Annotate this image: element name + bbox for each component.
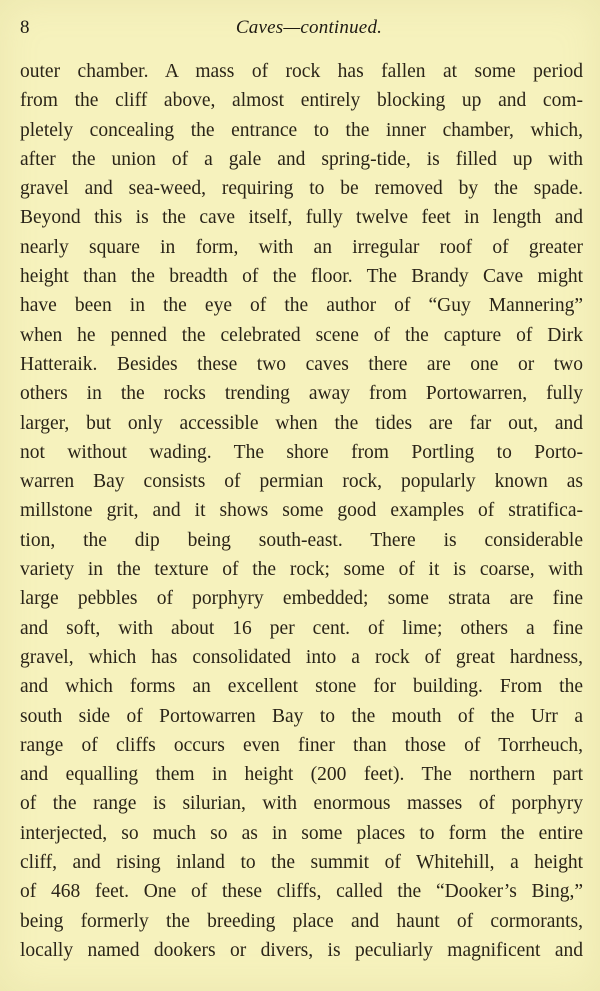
text-line: of 468 feet. One of these cliffs, called the “Dooker’s Bing,” xyxy=(20,881,583,903)
text-line: Hatteraik. Besides these two caves there are one or two xyxy=(20,353,583,375)
text-line: outer chamber. A mass of rock has fallen at some period xyxy=(20,61,583,82)
text-line: height than the breadth of the floor. The Brandy Cave might xyxy=(20,266,583,288)
running-head: Caves—continued. xyxy=(235,17,383,38)
text-line: gravel and sea-weed, requiring to be removed by the spade. xyxy=(20,178,583,200)
text-line: warren Bay consists of permian rock, popularly known as xyxy=(20,471,583,493)
text-line: millstone grit, and it shows some good examples of stratifica- xyxy=(20,500,583,522)
text-line: gravel, which has consolidated into a rock of great hardness, xyxy=(20,646,583,668)
body-text xyxy=(20,57,583,965)
text-line: and equalling them in height (200 feet). The northern part xyxy=(20,764,583,786)
page-header xyxy=(0,14,600,44)
text-line: range of cliffs occurs even finer than those of Torrheuch, xyxy=(20,734,583,756)
text-line: and soft, with about 16 per cent. of lime; others a fine xyxy=(20,617,583,639)
text-line: tion, the dip being south-east. There is considerable xyxy=(20,529,583,551)
text-line: larger, but only accessible when the tides are far out, and xyxy=(20,412,583,434)
text-line: south side of Portowarren Bay to the mouth of the Urr a xyxy=(20,705,583,727)
text-line: not without wading. The shore from Portling to Porto- xyxy=(20,441,583,463)
text-line: others in the rocks trending away from Portowarren, fully xyxy=(20,383,583,405)
text-line: when he penned the celebrated scene of the capture of Dirk xyxy=(20,324,583,346)
text-line: nearly square in form, with an irregular roof of greater xyxy=(20,236,583,258)
text-line: variety in the texture of the rock; some of it is coarse, with xyxy=(20,559,583,581)
text-line: being formerly the breeding place and haunt of cormorants, xyxy=(20,910,583,932)
text-line: pletely concealing the entrance to the inner chamber, which, xyxy=(20,119,583,141)
text-line: of the range is silurian, with enormous masses of porphyry xyxy=(20,793,583,815)
text-line: cliff, and rising inland to the summit of Whitehill, a height xyxy=(20,852,583,874)
text-line: locally named dookers or divers, is peculiarly magnificent and xyxy=(20,939,583,961)
text-line: have been in the eye of the author of “Guy Mannering” xyxy=(20,295,583,317)
text-line: from the cliff above, almost entirely blocking up and com- xyxy=(20,90,583,112)
text-line: Beyond this is the cave itself, fully twelve feet in length and xyxy=(20,207,583,229)
text-line: large pebbles of porphyry embedded; some strata are fine xyxy=(20,588,583,610)
text-line: after the union of a gale and spring-tide, is filled up with xyxy=(20,148,583,170)
text-line: and which forms an excellent stone for building. From the xyxy=(20,676,583,698)
text-line: interjected, so much so as in some places to form the entire xyxy=(20,822,583,844)
page-number: 8 xyxy=(20,17,30,38)
